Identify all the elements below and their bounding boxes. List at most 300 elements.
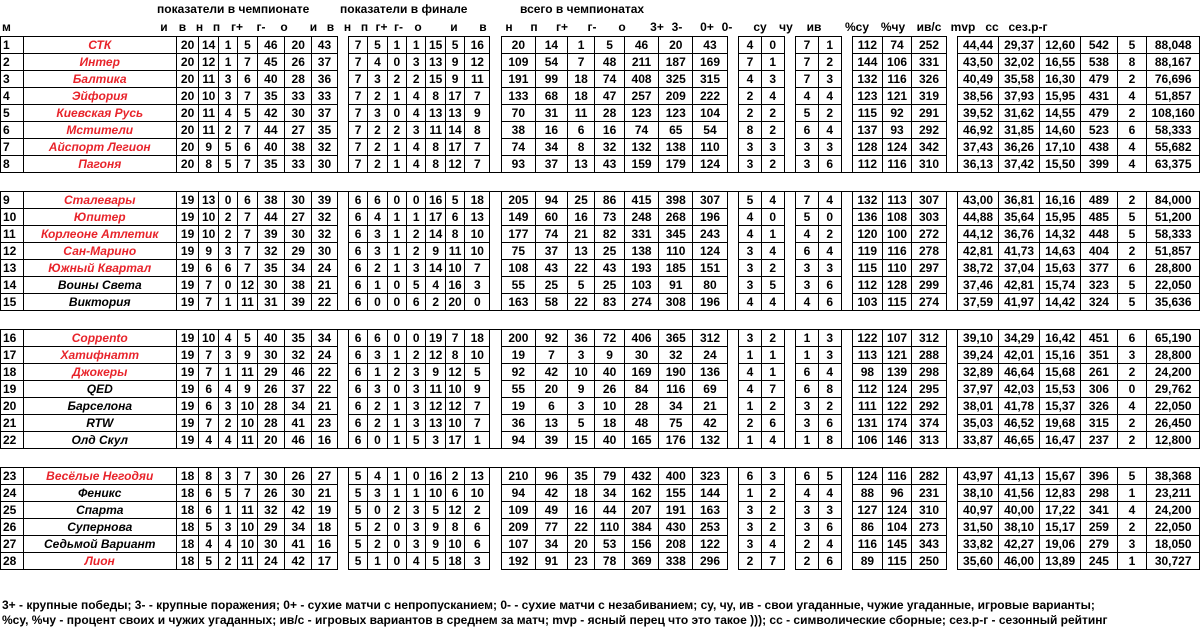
stat-cell: 10	[199, 330, 218, 347]
stat-cell: 4	[1117, 139, 1147, 156]
stat-cell: 2	[818, 398, 841, 415]
group-label-final: показатели в финале	[340, 2, 468, 16]
team-name: Южный Квартал	[23, 260, 176, 277]
stat-cell: 96	[535, 468, 567, 485]
gap-cell	[841, 139, 852, 156]
table-row	[1, 536, 1200, 553]
stat-cell: 20	[176, 71, 199, 88]
stat-cell: 1	[387, 88, 406, 105]
rank-cell: 24	[1, 485, 24, 502]
stat-cell: 122	[853, 330, 883, 347]
gap-cell	[841, 330, 852, 347]
stat-cell: 5	[1117, 277, 1147, 294]
gap-cell	[841, 519, 852, 536]
stat-cell: 299	[912, 277, 946, 294]
stat-cell: 1	[387, 485, 406, 502]
stat-cell: 0	[387, 277, 406, 294]
stat-cell: 0	[387, 330, 406, 347]
stat-cell: 35	[257, 260, 284, 277]
stat-cell: 7	[238, 485, 257, 502]
gap-cell	[946, 519, 957, 536]
stat-cell: 1	[739, 432, 762, 449]
stat-cell: 31,50	[958, 519, 999, 536]
stat-cell: 4	[739, 226, 762, 243]
gap-cell	[841, 243, 852, 260]
footnote-line-1: 3+ - крупные победы; 3- - крупные поражения; 0+ - сухие матчи с непропусканием; 0- - сухие матчи с незабиванием; су, чу, ив - свои угаданные, чужие угаданные, игровые варианты;	[2, 598, 1095, 612]
stat-cell: 10	[199, 209, 218, 226]
stat-cell: 30	[257, 277, 284, 294]
stat-cell: 37	[312, 54, 337, 71]
stat-cell: 109	[501, 502, 535, 519]
stat-cell: 19	[176, 347, 199, 364]
gap-cell	[727, 122, 738, 139]
stat-cell: 1	[387, 468, 406, 485]
stat-cell: 1	[407, 209, 426, 226]
stat-cell: 10	[199, 88, 218, 105]
gap-cell	[337, 347, 348, 364]
stat-cell: 5	[796, 105, 819, 122]
stat-cell: 13	[445, 105, 464, 122]
gap-cell	[337, 432, 348, 449]
stat-cell: 11	[426, 381, 445, 398]
stat-cell: 55	[501, 381, 535, 398]
stat-cell: 74	[882, 37, 912, 54]
gap-cell	[946, 415, 957, 432]
stat-cell: 7	[348, 122, 367, 139]
gap-cell	[337, 415, 348, 432]
stat-cell: 41,73	[999, 243, 1040, 260]
stat-cell: 7	[348, 156, 367, 173]
stat-cell: 2	[445, 468, 464, 485]
stat-cell: 6	[238, 71, 257, 88]
table-header	[0, 0, 1200, 36]
stat-cell: 37	[535, 243, 567, 260]
stat-cell: 86	[853, 519, 883, 536]
stat-cell: 5	[445, 37, 464, 54]
rank-cell: 17	[1, 347, 24, 364]
team-name: СТК	[23, 37, 176, 54]
stat-cell: 292	[912, 398, 946, 415]
gap-cell	[841, 536, 852, 553]
stat-cell: 312	[693, 330, 727, 347]
stat-cell: 192	[501, 553, 535, 570]
stat-cell: 41,97	[999, 294, 1040, 311]
stat-cell: 3	[407, 122, 426, 139]
stat-cell: 13	[199, 192, 218, 209]
stat-cell: 29,37	[999, 37, 1040, 54]
column-header: г-	[587, 20, 597, 34]
stat-cell: 35,03	[958, 415, 999, 432]
stat-cell: 268	[659, 209, 693, 226]
stat-cell: 2	[761, 502, 784, 519]
gap-cell	[784, 347, 795, 364]
stat-cell: 8	[199, 156, 218, 173]
stat-cell: 345	[659, 226, 693, 243]
stat-cell: 20	[659, 37, 693, 54]
stat-cell: 37,42	[999, 156, 1040, 173]
stat-cell: 3	[368, 226, 387, 243]
stat-cell: 12,60	[1040, 37, 1081, 54]
stat-cell: 1	[761, 226, 784, 243]
stat-cell: 4	[407, 105, 426, 122]
column-header: в	[326, 20, 335, 34]
stat-cell: 22	[567, 294, 594, 311]
stat-cell: 14,32	[1040, 226, 1081, 243]
stat-cell: 3	[796, 156, 819, 173]
stat-cell: 231	[912, 485, 946, 502]
gap-cell	[727, 277, 738, 294]
stat-cell: 7	[238, 226, 257, 243]
team-name: Мстители	[23, 122, 176, 139]
column-header: ив	[806, 20, 822, 34]
stat-cell: 6	[818, 294, 841, 311]
stat-cell: 2	[368, 519, 387, 536]
team-name: Олд Скул	[23, 432, 176, 449]
gap-cell	[337, 37, 348, 54]
stat-cell: 34	[285, 519, 312, 536]
gap-cell	[946, 260, 957, 277]
stat-cell: 34	[285, 398, 312, 415]
stat-cell: 307	[912, 192, 946, 209]
stat-cell: 5	[348, 536, 367, 553]
stat-cell: 77	[535, 519, 567, 536]
stat-cell: 46	[257, 37, 284, 54]
stat-cell: 38,72	[958, 260, 999, 277]
stat-cell: 124	[693, 243, 727, 260]
stat-cell: 6	[348, 381, 367, 398]
stat-cell: 485	[1081, 209, 1118, 226]
stat-cell: 42	[285, 553, 312, 570]
stat-cell: 10	[465, 485, 490, 502]
rank-cell: 22	[1, 432, 24, 449]
stat-cell: 22,050	[1147, 398, 1200, 415]
column-header: mvp	[950, 20, 976, 34]
stat-cell: 133	[501, 88, 535, 105]
stat-cell: 3	[739, 536, 762, 553]
stat-cell: 32	[312, 209, 337, 226]
gap-cell	[337, 468, 348, 485]
gap-cell	[946, 226, 957, 243]
gap-cell	[946, 553, 957, 570]
stat-cell: 14	[199, 37, 218, 54]
gap-cell	[784, 519, 795, 536]
stat-cell: 6	[348, 209, 367, 226]
stat-cell: 19	[426, 330, 445, 347]
stat-cell: 2	[761, 330, 784, 347]
stat-cell: 3	[407, 536, 426, 553]
stat-cell: 116	[882, 468, 912, 485]
stat-cell: 6	[348, 364, 367, 381]
stat-cell: 15,17	[1040, 519, 1081, 536]
gap-cell	[946, 156, 957, 173]
stat-cell: 16,55	[1040, 54, 1081, 71]
stat-cell: 18	[176, 536, 199, 553]
stat-cell: 19	[176, 192, 199, 209]
stat-cell: 42,27	[999, 536, 1040, 553]
team-name: Феникс	[23, 485, 176, 502]
stat-cell: 7	[465, 260, 490, 277]
stat-cell: 103	[853, 294, 883, 311]
stat-cell: 38,368	[1147, 468, 1200, 485]
stat-cell: 176	[659, 432, 693, 449]
stat-cell: 30	[624, 347, 658, 364]
table-row	[1, 553, 1200, 570]
group-separator	[1, 311, 1200, 330]
stat-cell: 7	[796, 71, 819, 88]
column-header: и	[160, 20, 168, 34]
stat-cell: 2	[761, 260, 784, 277]
stat-cell: 4	[426, 277, 445, 294]
gap-cell	[490, 398, 501, 415]
stat-cell: 1	[387, 37, 406, 54]
stat-cell: 54	[535, 54, 567, 71]
stat-cell: 3	[818, 330, 841, 347]
stat-cell: 116	[882, 71, 912, 88]
stat-cell: 18	[312, 519, 337, 536]
stat-cell: 14,60	[1040, 122, 1081, 139]
stat-cell: 34	[595, 485, 625, 502]
stat-cell: 3	[1117, 347, 1147, 364]
stat-cell: 159	[624, 156, 658, 173]
stat-cell: 1	[368, 553, 387, 570]
stat-cell: 42	[535, 485, 567, 502]
stat-cell: 21	[693, 398, 727, 415]
stat-cell: 16	[595, 122, 625, 139]
stat-cell: 279	[1081, 536, 1118, 553]
stat-cell: 82	[595, 226, 625, 243]
stat-cell: 3	[818, 71, 841, 88]
stat-cell: 6	[739, 468, 762, 485]
gap-cell	[841, 468, 852, 485]
stat-cell: 24,200	[1147, 502, 1200, 519]
gap-cell	[784, 330, 795, 347]
stat-cell: 30	[285, 226, 312, 243]
stat-cell: 28	[624, 398, 658, 415]
stat-cell: 19	[176, 226, 199, 243]
gap-cell	[337, 502, 348, 519]
stat-cell: 110	[693, 139, 727, 156]
gap-cell	[841, 54, 852, 71]
gap-cell	[490, 260, 501, 277]
stat-cell: 11	[426, 122, 445, 139]
table-row	[1, 468, 1200, 485]
stat-cell: 338	[659, 553, 693, 570]
stat-cell: 2	[218, 553, 237, 570]
gap-cell	[337, 88, 348, 105]
stat-cell: 14,55	[1040, 105, 1081, 122]
stat-cell: 191	[659, 502, 693, 519]
stat-cell: 28	[257, 415, 284, 432]
stat-cell: 32	[595, 139, 625, 156]
stat-cell: 2	[761, 398, 784, 415]
stat-cell: 5	[238, 37, 257, 54]
gap-cell	[727, 37, 738, 54]
gap-cell	[490, 485, 501, 502]
stat-cell: 3	[407, 502, 426, 519]
stat-cell: 248	[624, 209, 658, 226]
stat-cell: 20	[176, 105, 199, 122]
stat-cell: 16	[567, 209, 594, 226]
rank-cell: 28	[1, 553, 24, 570]
stat-cell: 3	[218, 347, 237, 364]
stat-cell: 46,64	[999, 364, 1040, 381]
table-row	[1, 243, 1200, 260]
gap-cell	[337, 192, 348, 209]
stat-cell: 15,67	[1040, 468, 1081, 485]
stat-cell: 17	[312, 553, 337, 570]
stat-cell: 0	[407, 330, 426, 347]
table-row	[1, 294, 1200, 311]
stat-cell: 11	[199, 122, 218, 139]
group-label-championship: показатели в чемпионате	[157, 2, 310, 16]
stat-cell: 10	[238, 536, 257, 553]
stat-cell: 124	[853, 468, 883, 485]
stat-cell: 43,97	[958, 468, 999, 485]
stat-cell: 2	[818, 54, 841, 71]
stat-cell: 4	[368, 468, 387, 485]
stat-cell: 7	[796, 54, 819, 71]
stat-cell: 489	[1081, 192, 1118, 209]
gap-cell	[337, 209, 348, 226]
stat-cell: 6	[818, 156, 841, 173]
rank-cell: 21	[1, 415, 24, 432]
stat-cell: 43	[693, 37, 727, 54]
stat-cell: 7	[199, 415, 218, 432]
stat-cell: 1	[218, 294, 237, 311]
stat-cell: 4	[818, 192, 841, 209]
stat-cell: 42	[535, 364, 567, 381]
stat-cell: 0	[387, 105, 406, 122]
stat-cell: 430	[659, 519, 693, 536]
gap-cell	[841, 277, 852, 294]
stat-cell: 2	[761, 122, 784, 139]
stat-cell: 39	[257, 226, 284, 243]
stat-cell: 120	[853, 226, 883, 243]
stat-cell: 310	[912, 156, 946, 173]
stat-cell: 68	[535, 88, 567, 105]
stat-cell: 144	[853, 54, 883, 71]
stat-cell: 10	[445, 381, 464, 398]
gap-cell	[727, 88, 738, 105]
stat-cell: 60	[535, 209, 567, 226]
stat-cell: 4	[796, 485, 819, 502]
gap-cell	[784, 209, 795, 226]
gap-cell	[490, 330, 501, 347]
stat-cell: 3	[818, 139, 841, 156]
team-name: Весёлые Негодяи	[23, 468, 176, 485]
stat-cell: 41,78	[999, 398, 1040, 415]
stat-cell: 6	[567, 122, 594, 139]
gap-cell	[337, 226, 348, 243]
stat-cell: 28	[285, 71, 312, 88]
stat-cell: 297	[912, 260, 946, 277]
stat-cell: 292	[912, 122, 946, 139]
stat-cell: 106	[853, 432, 883, 449]
stat-cell: 20	[501, 37, 535, 54]
rank-cell: 13	[1, 260, 24, 277]
gap-cell	[727, 294, 738, 311]
stat-cell: 6	[1117, 260, 1147, 277]
stat-cell: 10	[465, 226, 490, 243]
stat-cell: 12	[238, 277, 257, 294]
gap-cell	[490, 88, 501, 105]
stat-cell: 323	[693, 468, 727, 485]
stat-cell: 274	[624, 294, 658, 311]
stat-cell: 0	[218, 192, 237, 209]
column-header: и	[450, 20, 458, 34]
stat-cell: 34	[285, 260, 312, 277]
stat-cell: 1	[407, 37, 426, 54]
stat-cell: 37	[285, 381, 312, 398]
table-row	[1, 226, 1200, 243]
team-name: Джокеры	[23, 364, 176, 381]
stat-cell: 18	[567, 71, 594, 88]
stat-cell: 18	[176, 502, 199, 519]
stat-cell: 4	[818, 243, 841, 260]
stat-cell: 132	[853, 71, 883, 88]
gap-cell	[784, 226, 795, 243]
stat-cell: 0	[387, 519, 406, 536]
gap-cell	[727, 260, 738, 277]
stat-cell: 7	[238, 122, 257, 139]
stat-cell: 24	[693, 347, 727, 364]
stat-cell: 25	[595, 243, 625, 260]
table-row	[1, 105, 1200, 122]
stat-cell: 7	[238, 260, 257, 277]
stat-cell: 5	[348, 553, 367, 570]
stat-cell: 31,85	[999, 122, 1040, 139]
stat-cell: 8	[465, 122, 490, 139]
stat-cell: 37,46	[958, 277, 999, 294]
stat-cell: 40	[257, 139, 284, 156]
gap-cell	[490, 364, 501, 381]
stat-cell: 5	[465, 364, 490, 381]
stat-cell: 210	[501, 468, 535, 485]
gap-cell	[337, 330, 348, 347]
stat-cell: 273	[912, 519, 946, 536]
stat-cell: 12	[445, 398, 464, 415]
stat-cell: 46	[285, 432, 312, 449]
stat-cell: 22,050	[1147, 277, 1200, 294]
gap-cell	[784, 37, 795, 54]
stat-cell: 122	[693, 536, 727, 553]
stat-cell: 121	[882, 88, 912, 105]
stat-cell: 2	[1117, 105, 1147, 122]
stat-cell: 3	[407, 54, 426, 71]
gap-cell	[727, 209, 738, 226]
stat-cell: 3	[368, 381, 387, 398]
stat-cell: 8	[445, 226, 464, 243]
stat-cell: 2	[426, 294, 445, 311]
stat-cell: 145	[882, 536, 912, 553]
gap-cell	[784, 139, 795, 156]
stat-cell: 5	[761, 277, 784, 294]
stat-cell: 4	[739, 364, 762, 381]
stat-cell: 34	[312, 330, 337, 347]
stat-cell: 0	[465, 294, 490, 311]
stat-cell: 41,13	[999, 468, 1040, 485]
stat-cell: 29	[285, 243, 312, 260]
stat-cell: 113	[882, 192, 912, 209]
stat-cell: 14,63	[1040, 243, 1081, 260]
stat-cell: 12	[445, 156, 464, 173]
stat-cell: 13	[567, 156, 594, 173]
stat-cell: 18	[176, 468, 199, 485]
stat-cell: 1	[368, 364, 387, 381]
column-header: и	[309, 20, 318, 34]
stat-cell: 15,74	[1040, 277, 1081, 294]
table-row	[1, 156, 1200, 173]
